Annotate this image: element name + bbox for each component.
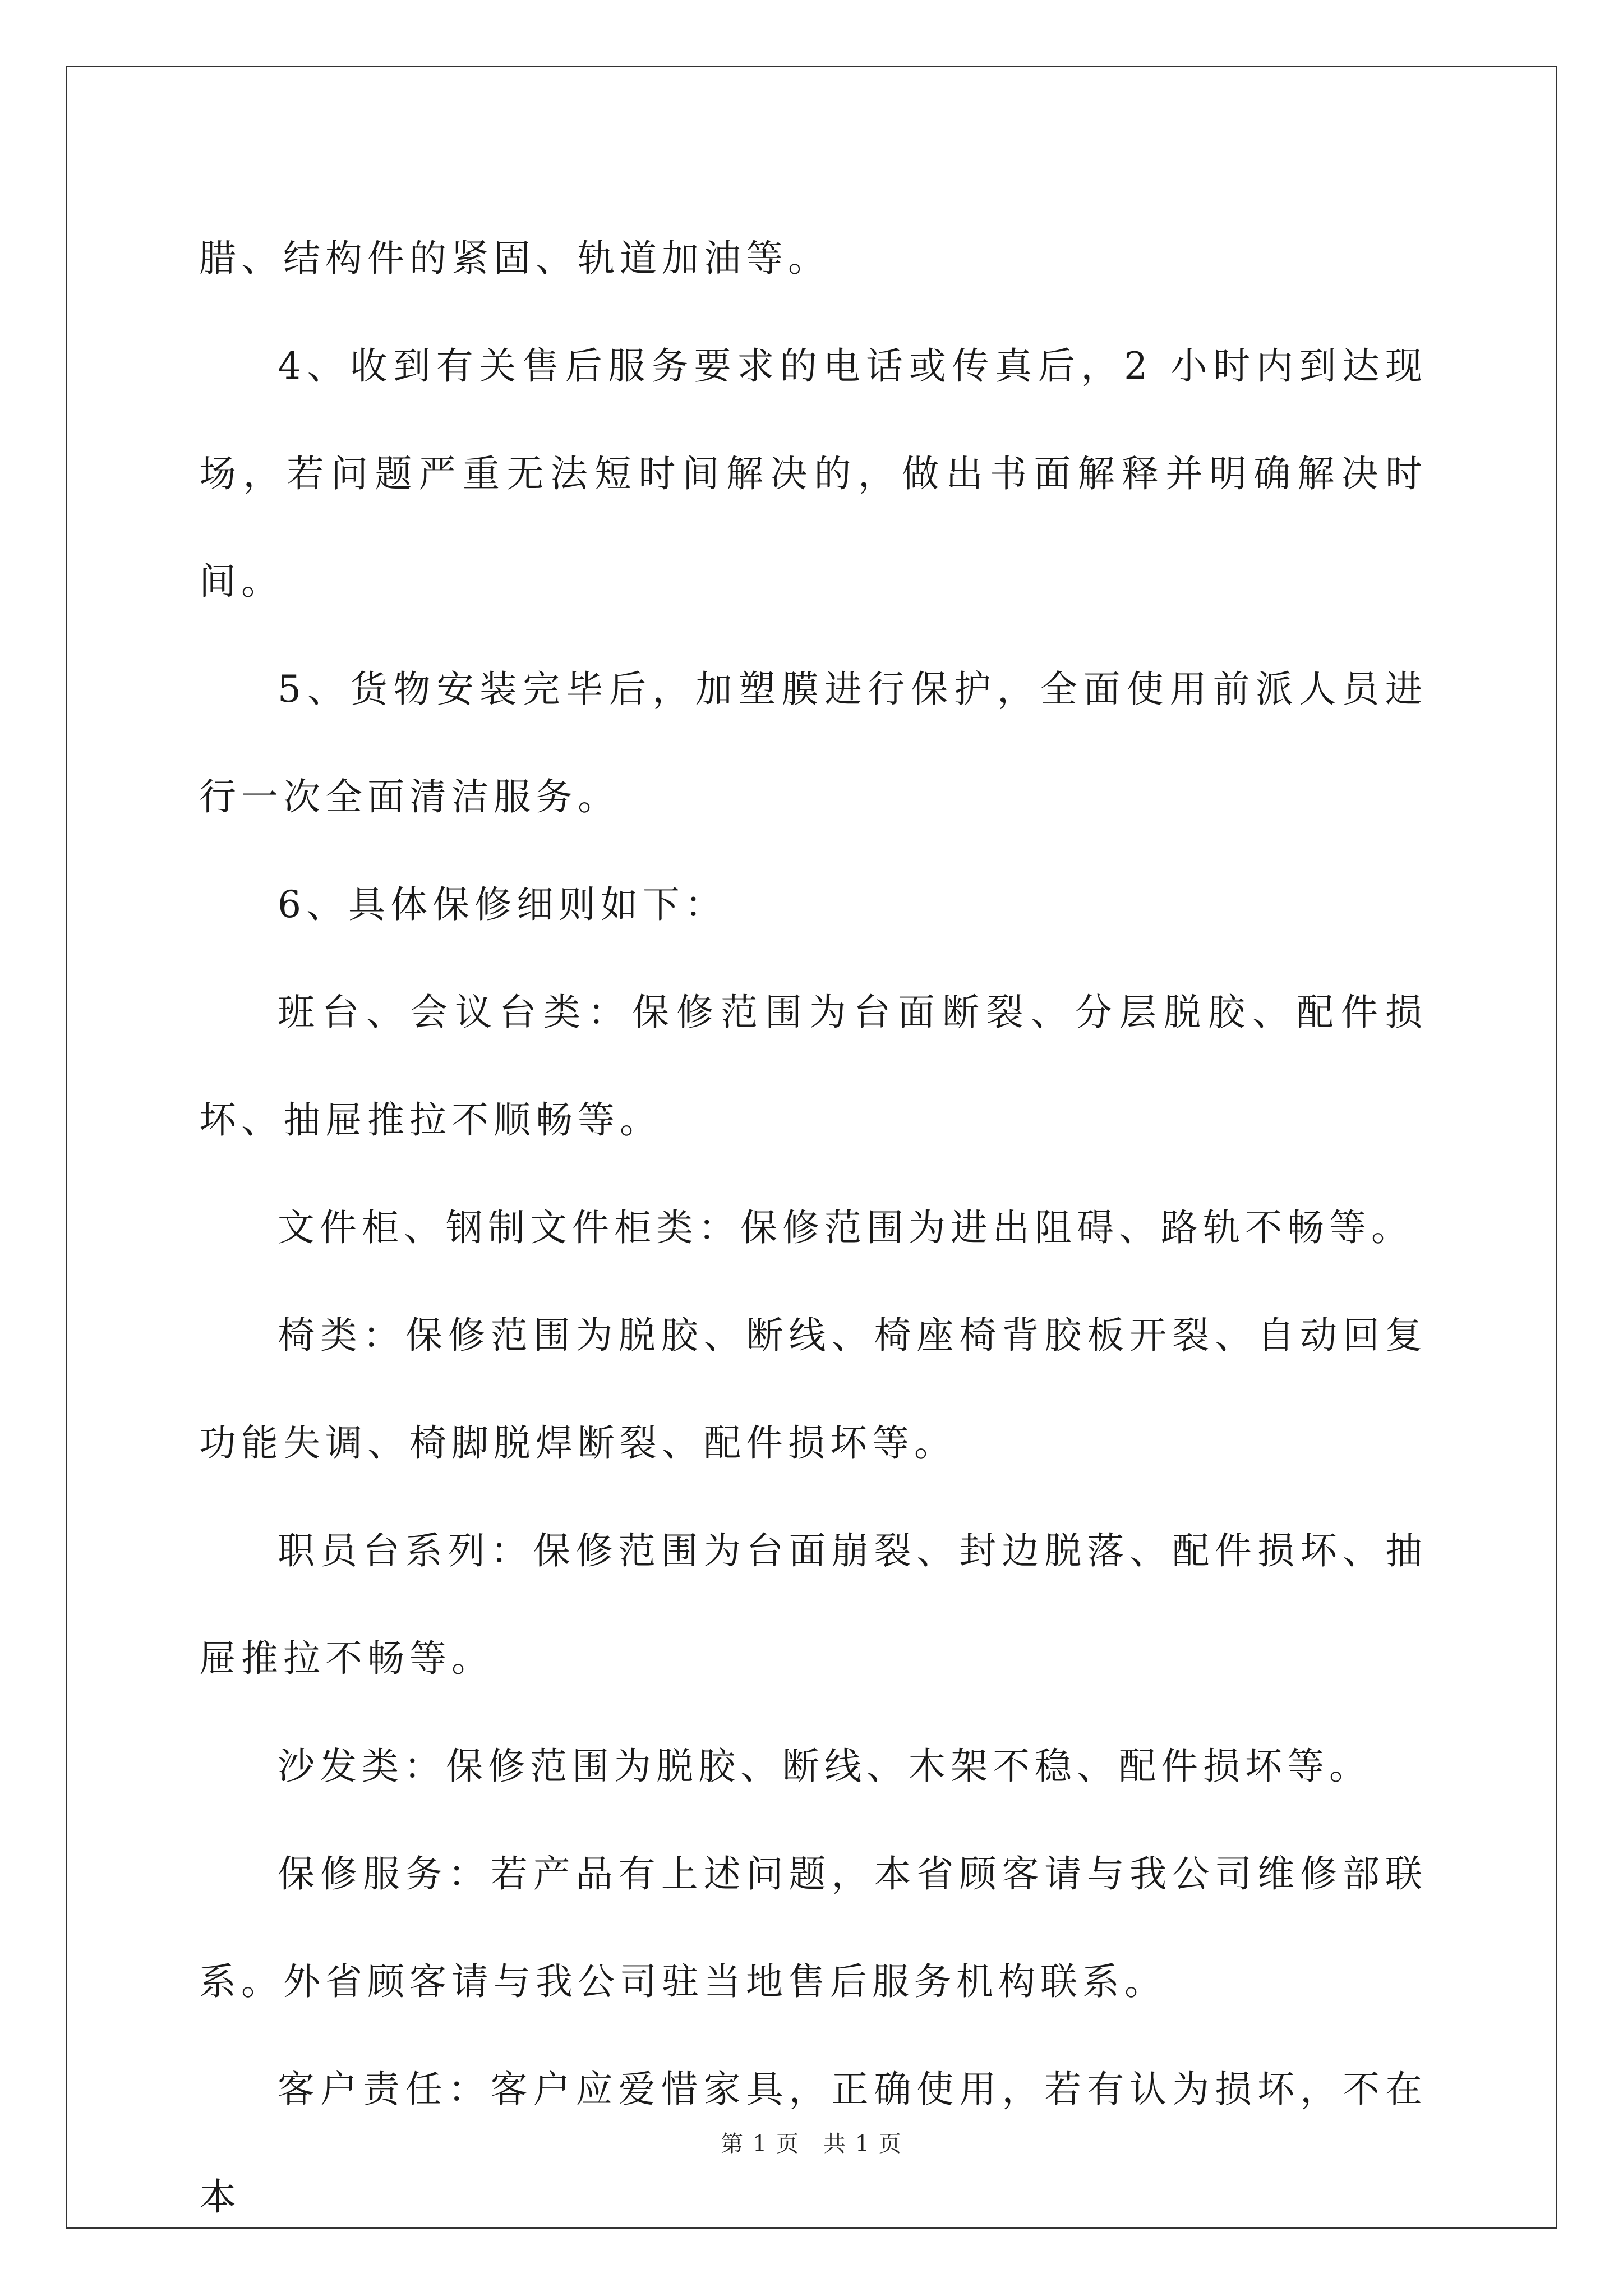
paragraph-sofa-warranty: 沙发类：保修范围为脱胶、断线、木架不稳、配件损坏等。 — [278, 1745, 1371, 1788]
paragraph-customer-responsibility: 客户责任：客户应爱惜家具，正确使用，若有认为损坏，不在本 — [199, 2068, 1427, 2219]
page-number: 第 1 页 — [721, 2131, 800, 2157]
paragraph-staff-desk-warranty: 职员台系列：保修范围为台面崩裂、封边脱落、配件损坏、抽屉推拉不畅等。 — [199, 1529, 1427, 1680]
paragraph-item-5: 5、货物安装完毕后，加塑膜进行保护，全面使用前派人员进行一次全面清洁服务。 — [199, 668, 1427, 818]
document-body — [199, 205, 1427, 2251]
paragraph-desk-warranty: 班台、会议台类：保修范围为台面断裂、分层脱胶、配件损坏、抽屉推拉不顺畅等。 — [199, 991, 1427, 1142]
paragraph-item-4: 4、收到有关售后服务要求的电话或传真后，2 小时内到达现场，若问题严重无法短时间解决的，做出书面解释并明确解决时间。 — [199, 344, 1427, 603]
paragraph-cabinet-warranty: 文件柜、钢制文件柜类：保修范围为进出阻碍、路轨不畅等。 — [278, 1206, 1413, 1249]
page-total: 共 1 页 — [823, 2131, 902, 2157]
page-footer — [0, 2126, 1623, 2158]
paragraph-continuation: 腊、结构件的紧固、轨道加油等。 — [199, 237, 830, 280]
paragraph-item-6: 6、具体保修细则如下： — [278, 883, 727, 926]
paragraph-chair-warranty: 椅类：保修范围为脱胶、断线、椅座椅背胶板开裂、自动回复功能失调、椅脚脱焊断裂、配件损坏等。 — [199, 1314, 1427, 1465]
paragraph-warranty-service: 保修服务：若产品有上述问题，本省顾客请与我公司维修部联系。外省顾客请与我公司驻当地售后服务机构联系。 — [199, 1852, 1427, 2003]
